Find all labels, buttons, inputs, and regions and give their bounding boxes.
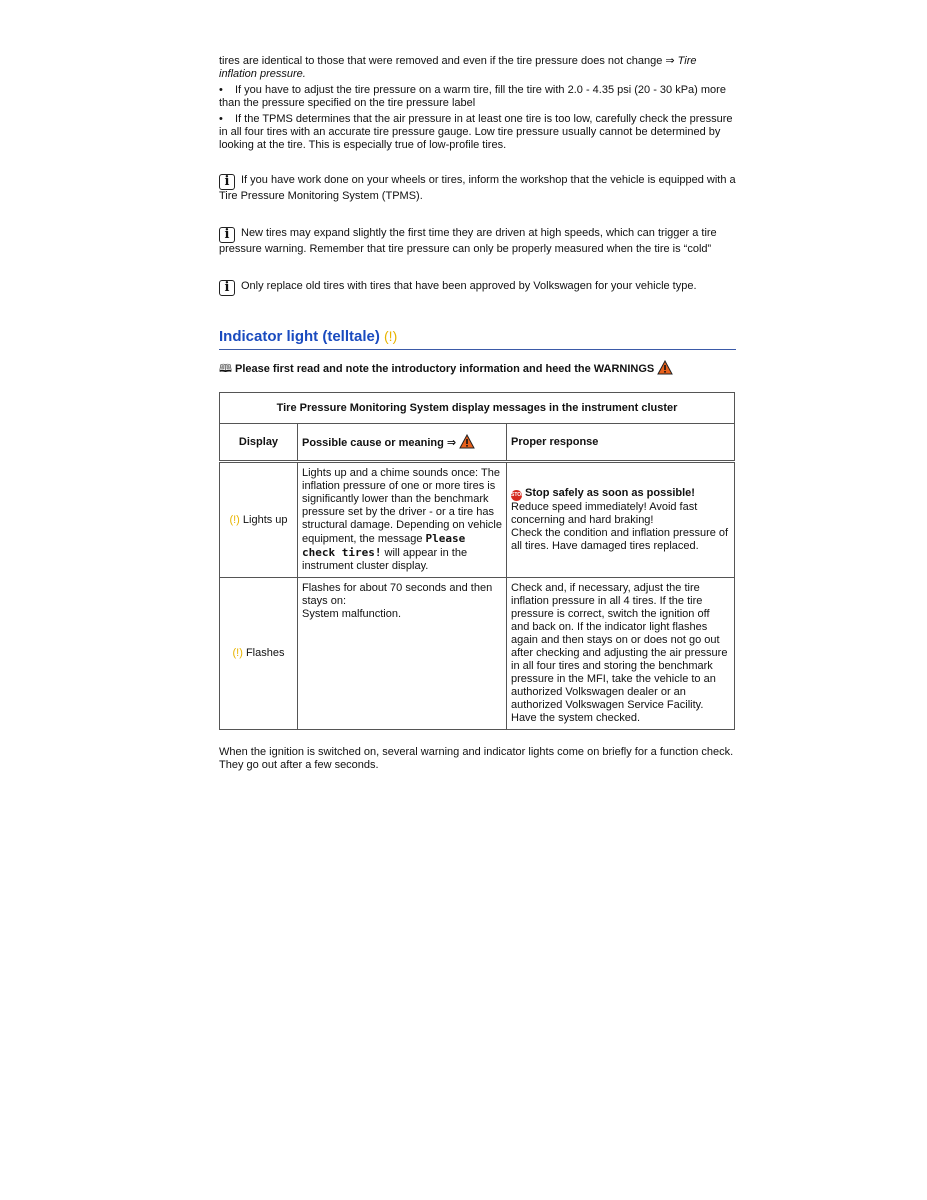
stop-icon: STOP — [511, 490, 522, 501]
response-line: Reduce speed immediately! Avoid fast concerning and hard braking! — [511, 501, 698, 526]
tire-pressure-icon: (!) — [232, 647, 243, 659]
document-page — [219, 55, 737, 772]
bullet-item — [219, 113, 737, 152]
tire-pressure-icon: (!) — [229, 513, 240, 526]
note-text: Only replace old tires with tires that have been approved by Volkswagen for your vehicle type. — [241, 280, 697, 292]
cause-line: System malfunction. — [302, 608, 402, 620]
cluster-message: Please check tires! — [302, 532, 466, 559]
read-first-notice — [219, 360, 737, 376]
tpms-table — [219, 392, 735, 730]
read-first-text: Please first read and note the introductory information and heed the WARNINGS — [234, 363, 655, 375]
column-header-display: Display — [220, 424, 298, 462]
cause-cell — [298, 462, 507, 578]
section-title-text: Indicator light (telltale) — [219, 328, 380, 345]
note-text: If you have work done on your wheels or tires, inform the workshop that the vehicle is equipped with a Tire Pressure Monitoring System (TPMS). — [219, 174, 736, 202]
intro-paragraph — [219, 55, 737, 81]
response-cell — [507, 462, 735, 578]
column-header-cause — [298, 424, 507, 462]
display-cell — [220, 462, 298, 578]
footer-paragraph: When the ignition is switched on, several warning and indicator lights come on briefly for a function check. They go out after a few seconds. — [219, 746, 734, 771]
cause-header-text: Possible cause or meaning ⇒ — [302, 437, 457, 449]
display-cell — [220, 578, 298, 730]
cause-line: Flashes for about 70 seconds and then stays on: — [302, 582, 493, 607]
info-icon: i — [219, 280, 235, 296]
table-row — [220, 462, 735, 578]
cause-text: will appear in the instrument cluster display. — [302, 547, 468, 572]
cause-cell — [298, 578, 507, 730]
response-cell: Check and, if necessary, adjust the tire inflation pressure in all 4 tires. If the tire pressure is correct, switch the ignition off and back on. If the indicator light flashes again and then stays on or does not go out after checking and adjusting the air pressure in all four tires and storing the benchmark pressure in the MFI, take the vehicle to an authorized Volkswagen dealer or an authorized Volkswagen Service Facility. Have the system checked. — [507, 578, 735, 730]
response-line: Check the condition and inflation pressure of all tires. Have damaged tires replaced. — [511, 527, 729, 552]
bullet-dot: • — [219, 113, 223, 125]
warning-triangle-icon — [459, 434, 475, 449]
tire-pressure-icon: (!) — [384, 328, 398, 344]
table-row — [220, 578, 735, 730]
display-text: Flashes — [245, 647, 285, 659]
book-icon: 🕮 — [219, 363, 232, 375]
cause-text: Lights up and a chime sounds once: The inflation pressure of one or more tires is significantly lower than the benchmark pressure set by the driver - or a tire has structural damage. Depending on vehicle equipment, the message — [302, 467, 502, 545]
bullet-dot: • — [219, 84, 223, 96]
note-workshop — [219, 174, 737, 203]
intro-text: tires are identical to those that were removed and even if the tire pressure does not change ⇒ — [219, 55, 678, 67]
info-icon: i — [219, 174, 235, 190]
response-bold: Stop safely as soon as possible! — [525, 487, 695, 499]
note-new-tires — [219, 227, 737, 256]
warning-triangle-icon — [657, 360, 673, 375]
bullet-item — [219, 84, 737, 110]
info-icon: i — [219, 227, 235, 243]
display-text: Lights up — [242, 513, 288, 526]
note-text: New tires may expand slightly the first time they are driven at high speeds, which can trigger a tire pressure warning. Remember that tire pressure can only be properly measured when the tire is “cold” — [219, 227, 717, 255]
column-header-response: Proper response — [507, 424, 735, 462]
section-heading — [219, 326, 736, 350]
table-caption: Tire Pressure Monitoring System display messages in the instrument cluster — [220, 393, 735, 424]
bullet-text: If you have to adjust the tire pressure on a warm tire, fill the tire with 2.0 - 4.35 psi (20 - 30 kPa) more than the pressure specified on the tire pressure label — [219, 84, 726, 109]
tire-inflation-link[interactable]: Tire inflation pressure. — [219, 55, 697, 80]
bullet-text: If the TPMS determines that the air pressure in at least one tire is too low, carefully check the pressure in all four tires with an accurate tire pressure gauge. Low tire pressure usually cannot be determined by looking at the tire. This is especially true of low-profile tires. — [219, 113, 733, 151]
note-approved-tires — [219, 280, 737, 296]
